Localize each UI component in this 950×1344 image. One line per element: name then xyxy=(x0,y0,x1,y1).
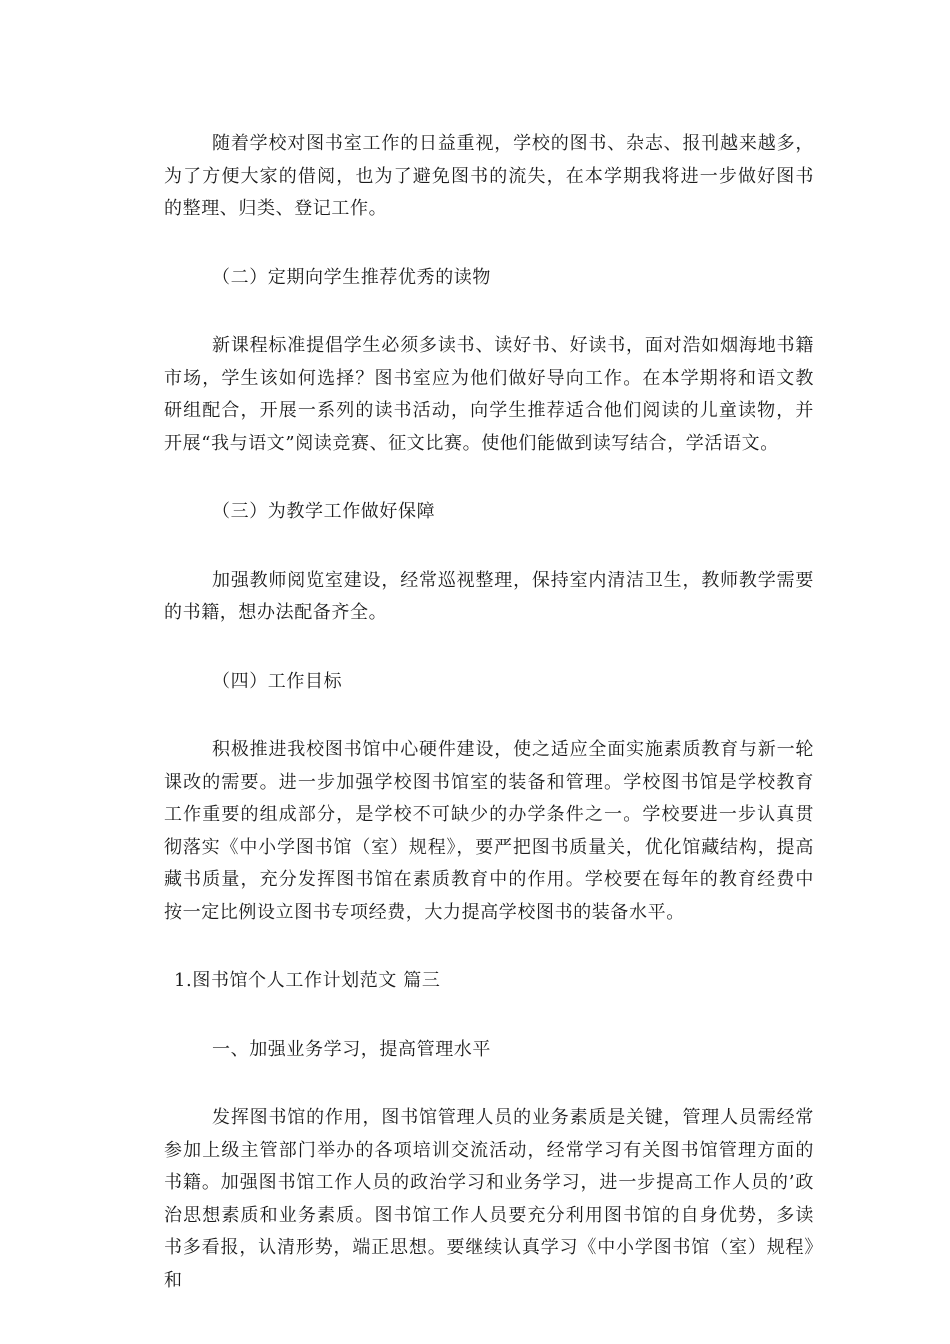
heading-teaching-support: （三）为教学工作做好保障 xyxy=(212,501,436,522)
heading-recommend-reading: （二）定期向学生推荐优秀的读物 xyxy=(212,266,491,288)
paragraph-library-organization: 随着学校对图书室工作的日益重视，学校的图书、杂志、报刊越来越多，为了方便大家的借阅，也为了避免图书的流失，在本学期我将进一步做好图书的整理、归类、登记工作。 xyxy=(164,133,814,219)
paragraph-staff-training: 发挥图书馆的作用，图书馆管理人员的业务素质是关键，管理人员需经常参加上级主管部门举办的各项培训交流活动，经常学习有关图书馆管理方面的书籍。加强图书馆工作人员的政治学习和业务学习，进一步提高工作人员的’政治思想素质和业务素质。图书馆工作人员要充分利用图书馆的自身优势，多读书多看报，认清形势，端正思想。要继续认真学习《中小学图书馆（室）规程》和 xyxy=(164,1107,814,1291)
document-body xyxy=(164,128,814,1297)
heading-business-study: 一、加强业务学习，提高管理水平 xyxy=(212,1038,491,1060)
heading-section-three: 1.图书馆个人工作计划范文 篇三 xyxy=(174,970,441,991)
paragraph-teacher-reading-room: 加强教师阅览室建设，经常巡视整理，保持室内清洁卫生，教师教学需要的书籍，想办法配备齐全。 xyxy=(164,569,814,623)
paragraph-library-construction: 积极推进我校图书馆中心硬件建设，使之适应全面实施素质教育与新一轮课改的需要。进一步加强学校图书馆室的装备和管理。学校图书馆是学校教育工作重要的组成部分，是学校不可缺少的办学条件之一。学校要进一步认真贯彻落实《中小学图书馆（室）规程》，要严把图书质量关，优化馆藏结构，提高藏书质量，充分发挥图书馆在素质教育中的作用。学校要在每年的教育经费中按一定比例设立图书专项经费，大力提高学校图书的装备水平。 xyxy=(164,739,814,923)
heading-work-goals: （四）工作目标 xyxy=(212,670,343,692)
paragraph-reading-activities: 新课程标准提倡学生必须多读书、读好书、好读书，面对浩如烟海地书籍市场，学生该如何选择？图书室应为他们做好导向工作。在本学期将和语文教研组配合，开展一系列的读书活动，向学生推荐适合他们阅读的儿童读物，并开展“我与语文”阅读竞赛、征文比赛。使他们能做到读写结合，学活语文。 xyxy=(164,335,814,454)
